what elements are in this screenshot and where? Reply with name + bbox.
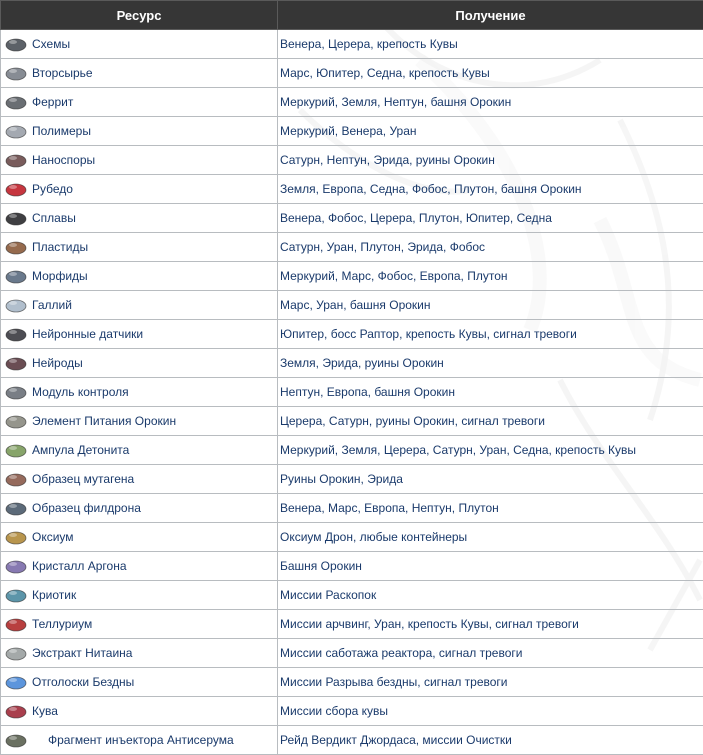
column-header-source[interactable]: Получение [278,1,703,30]
source-cell: Меркурий, Марс, Фобос, Европа, Плутон [278,262,703,291]
table-row [1,697,703,726]
table-row [1,117,703,146]
table-row [1,291,703,320]
table-row [1,88,703,117]
source-cell: Миссии Раскопок [278,581,703,610]
fieldron-sample-icon [4,498,28,518]
source-cell: Юпитер, босс Раптор, крепость Кувы, сигнал тревоги [278,320,703,349]
nitain-extract-icon [4,643,28,663]
oxium-icon [4,527,28,547]
source-cell: Меркурий, Венера, Уран [278,117,703,146]
kuva-icon [4,701,28,721]
source-cell: Марс, Уран, башня Орокин [278,291,703,320]
resource-cell [1,88,278,117]
source-cell: Венера, Фобос, Церера, Плутон, Юпитер, Седна [278,204,703,233]
neural-sensor-icon [4,324,28,344]
table-row [1,320,703,349]
resource-cell [1,697,278,726]
resource-name: Теллуриум [32,617,92,631]
table-row [1,378,703,407]
source-cell: Земля, Европа, Седна, Фобос, Плутон, башня Орокин [278,175,703,204]
table-row [1,465,703,494]
table-row [1,726,703,755]
resource-name: Морфиды [32,269,88,283]
resource-cell [1,378,278,407]
resource-cell [1,59,278,88]
resource-name: Образец мутагена [32,472,134,486]
table-row [1,349,703,378]
resource-cell [1,668,278,697]
source-cell: Миссии арчвинг, Уран, крепость Кувы, сигнал тревоги [278,610,703,639]
source-cell: Марс, Юпитер, Седна, крепость Кувы [278,59,703,88]
source-cell: Рейд Вердикт Джордаса, миссии Очистки [278,726,703,755]
source-cell: Руины Орокин, Эрида [278,465,703,494]
resource-name: Фрагмент инъектора Антисерума [48,733,234,747]
source-cell: Венера, Церера, крепость Кувы [278,30,703,59]
source-cell: Венера, Марс, Европа, Нептун, Плутон [278,494,703,523]
table-row [1,610,703,639]
resource-name: Кува [32,704,58,718]
table-row [1,204,703,233]
resource-name: Оксиум [32,530,74,544]
resource-name: Наноспоры [32,153,95,167]
resource-name: Рубедо [32,182,73,196]
polymer-icon [4,121,28,141]
resource-name: Модуль контроля [32,385,129,399]
antiserum-injector-fragment-icon [4,730,28,750]
mutagen-sample-icon [4,469,28,489]
argon-crystal-icon [4,556,28,576]
resource-name: Нейроды [32,356,83,370]
resource-cell [1,407,278,436]
source-cell: Миссии Разрыва бездны, сигнал тревоги [278,668,703,697]
resource-cell [1,552,278,581]
resource-name: Схемы [32,37,70,51]
ferrite-icon [4,92,28,112]
resource-cell [1,523,278,552]
resource-cell [1,465,278,494]
plastids-icon [4,237,28,257]
cryotic-icon [4,585,28,605]
table-row [1,30,703,59]
resource-name: Образец филдрона [32,501,141,515]
resource-cell [1,117,278,146]
resource-name: Кристалл Аргона [32,559,127,573]
table-row [1,668,703,697]
resource-name: Элемент Питания Орокин [32,414,176,428]
rubedo-icon [4,179,28,199]
resource-cell [1,639,278,668]
source-cell: Меркурий, Земля, Церера, Сатурн, Уран, Седна, крепость Кувы [278,436,703,465]
morphics-icon [4,266,28,286]
source-cell: Земля, Эрида, руины Орокин [278,349,703,378]
resource-cell [1,146,278,175]
gallium-icon [4,295,28,315]
resource-cell [1,291,278,320]
table-row [1,233,703,262]
table-row [1,639,703,668]
resource-name: Нейронные датчики [32,327,143,341]
void-traces-icon [4,672,28,692]
resource-cell [1,494,278,523]
column-header-resource[interactable]: Ресурс [1,1,278,30]
resource-name: Сплавы [32,211,76,225]
resource-name: Вторсырье [32,66,93,80]
table-row [1,175,703,204]
source-cell: Нептун, Европа, башня Орокин [278,378,703,407]
source-cell: Оксиум Дрон, любые контейнеры [278,523,703,552]
resource-name: Полимеры [32,124,91,138]
table-row [1,146,703,175]
table-row [1,262,703,291]
resource-name: Пластиды [32,240,88,254]
table-row [1,552,703,581]
table-header-row [1,1,703,30]
source-cell: Меркурий, Земля, Нептун, башня Орокин [278,88,703,117]
resource-cell [1,610,278,639]
neurode-icon [4,353,28,373]
table-row [1,407,703,436]
table-row [1,494,703,523]
resource-name: Экстракт Нитаина [32,646,132,660]
source-cell: Сатурн, Уран, Плутон, Эрида, Фобос [278,233,703,262]
resource-cell [1,349,278,378]
resource-name: Феррит [32,95,73,109]
table-row [1,59,703,88]
table-row [1,581,703,610]
resource-cell [1,233,278,262]
source-cell: Церера, Сатурн, руины Орокин, сигнал тревоги [278,407,703,436]
source-cell: Миссии сбора кувы [278,697,703,726]
resource-cell [1,436,278,465]
resource-name: Ампула Детонита [32,443,129,457]
resource-name: Криотик [32,588,76,602]
source-cell: Миссии саботажа реактора, сигнал тревоги [278,639,703,668]
resource-cell [1,262,278,291]
resource-name: Отголоски Бездны [32,675,134,689]
tellurium-icon [4,614,28,634]
resource-cell [1,204,278,233]
control-module-icon [4,382,28,402]
source-cell: Сатурн, Нептун, Эрида, руины Орокин [278,146,703,175]
table-row [1,523,703,552]
nanospores-icon [4,150,28,170]
resource-cell [1,581,278,610]
detonite-ampule-icon [4,440,28,460]
resource-cell [1,30,278,59]
resource-cell [1,320,278,349]
resource-name: Галлий [32,298,72,312]
salvage-icon [4,63,28,83]
alloy-icon [4,208,28,228]
resource-cell [1,726,278,755]
table-row [1,436,703,465]
resource-cell [1,175,278,204]
orokin-cell-icon [4,411,28,431]
source-cell: Башня Орокин [278,552,703,581]
blueprint-icon [4,34,28,54]
